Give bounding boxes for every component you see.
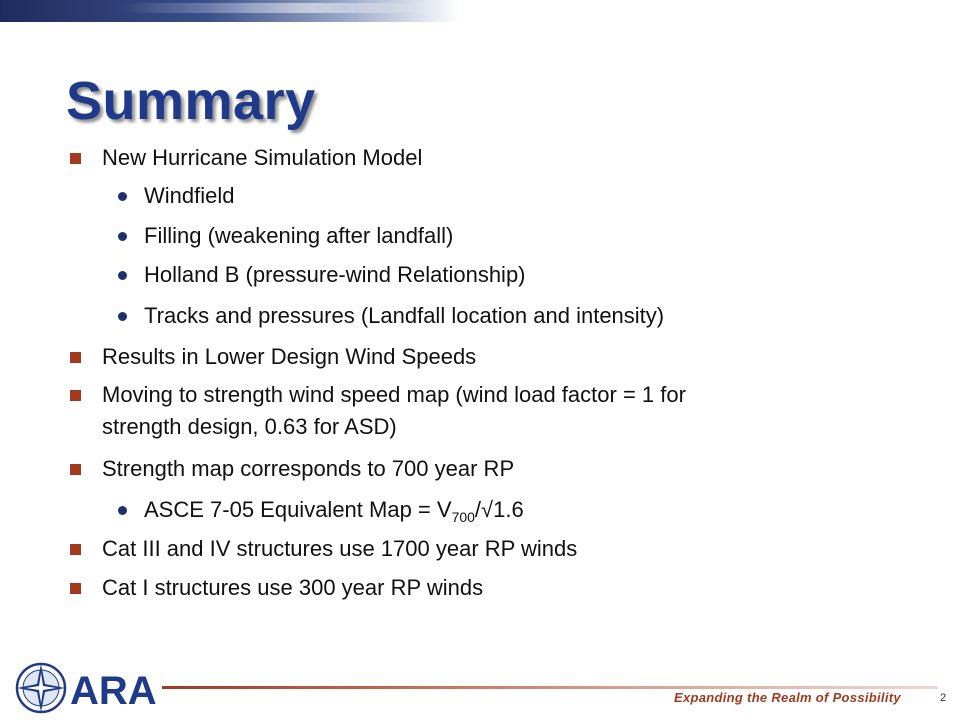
equation-subscript: 700 [451,509,475,525]
top-decorative-bar [0,0,460,22]
bullet-item [102,533,842,565]
square-bullet-icon [70,464,81,475]
top-bar-highlight [120,3,440,13]
slide-title: Summary [66,71,316,131]
sub-bullet-item [144,180,844,212]
square-bullet-icon [70,390,81,401]
square-bullet-icon [70,544,81,555]
sub-bullet-text: Filling (weakening after landfall) [144,223,454,248]
bullet-text: Cat I structures use 300 year RP winds [102,575,484,600]
footer-tagline: Expanding the Realm of Possibility [674,690,901,705]
bullet-text-line-2: strength design, 0.63 for ASD) [102,414,397,439]
compass-star-icon [17,664,65,712]
equation-suffix: /√1.6 [474,497,524,522]
footer-rule [162,686,938,689]
ara-logo [14,660,158,716]
sub-bullet-item [144,220,844,252]
sub-bullet-item [144,259,844,291]
bullet-item [102,341,842,373]
bullet-text: New Hurricane Simulation Model [102,145,423,170]
round-bullet-icon [118,271,127,280]
round-bullet-icon [118,192,127,201]
sub-bullet-text: Tracks and pressures (Landfall location and intensity) [144,303,665,328]
sub-bullet-text: Holland B (pressure-wind Relationship) [144,262,526,287]
bullet-item [102,453,842,485]
bullet-text: Strength map corresponds to 700 year RP [102,456,515,481]
sub-bullet-text: Windfield [144,183,235,208]
equation-prefix: ASCE 7-05 Equivalent Map = V [144,497,452,522]
bullet-item [102,572,842,604]
sub-bullet-item [144,494,844,533]
sub-bullet-item [144,300,844,332]
bullet-item [102,142,842,174]
square-bullet-icon [70,352,81,363]
bullet-text: Results in Lower Design Wind Speeds [102,344,477,369]
round-bullet-icon [118,312,127,321]
page-number: 2 [940,692,947,704]
bullet-text: Cat III and IV structures use 1700 year RP winds [102,536,578,561]
round-bullet-icon [118,232,127,241]
square-bullet-icon [70,153,81,164]
bullet-text-line-1: Moving to strength wind speed map (wind load factor = 1 for [102,382,686,407]
bullet-item [102,379,842,443]
round-bullet-icon [118,506,127,515]
logo-wordmark: ARA [70,669,157,713]
square-bullet-icon [70,583,81,594]
